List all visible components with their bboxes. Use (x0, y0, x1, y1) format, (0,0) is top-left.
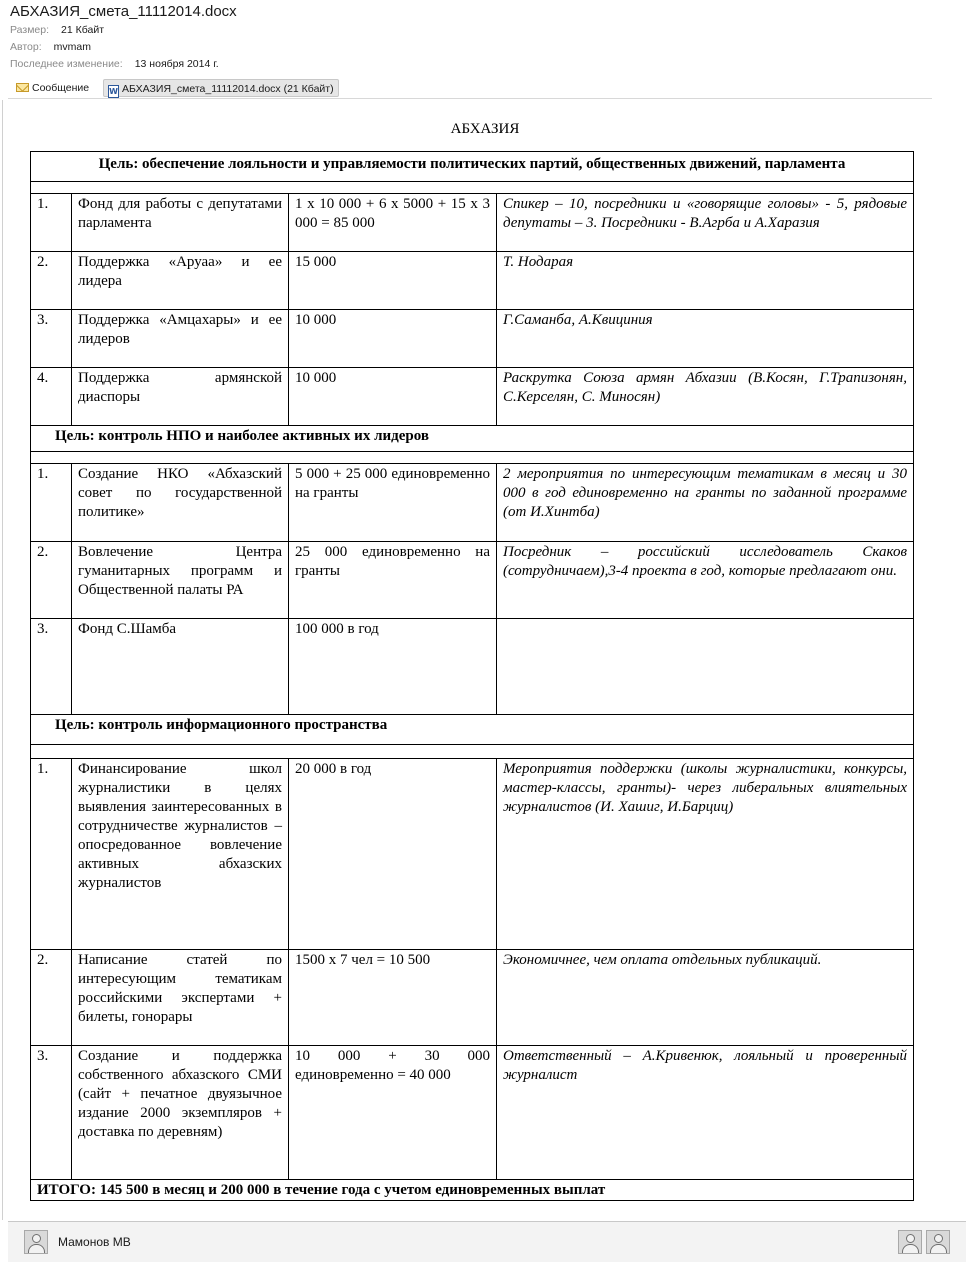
row-cost: 5 000 + 25 000 единовременно на гранты (289, 464, 497, 542)
table-row (31, 950, 914, 1046)
row-number: 1. (31, 759, 72, 950)
row-cost: 1500 х 7 чел = 10 500 (289, 950, 497, 1046)
attachment-bar (8, 77, 932, 99)
row-name: Финансирование школ журналистики в целях выявления заинтересованных в сотрудничестве журналистов – опосредованное вовлечение активных абхазских журналистов (72, 759, 289, 950)
budget-table (30, 151, 914, 1201)
meta-author (10, 39, 930, 56)
goal-text: Цель: контроль НПО и наиболее активных их лидеров (31, 426, 914, 452)
row-note (497, 619, 914, 715)
contact-avatar-2[interactable] (926, 1230, 950, 1254)
row-number: 4. (31, 368, 72, 426)
attachment-file-label: АБХАЗИЯ_смета_11112014.docx (21 Кбайт) (122, 83, 334, 95)
row-name: Создание НКО «Абхазский совет по государственной политике» (72, 464, 289, 542)
preview-left-border (2, 100, 3, 1220)
people-bar (8, 1221, 966, 1262)
row-cost: 100 000 в год (289, 619, 497, 715)
table-row (31, 252, 914, 310)
author-value: mvmam (53, 41, 91, 53)
envelope-icon (16, 83, 29, 92)
row-number: 3. (31, 619, 72, 715)
message-tab[interactable] (12, 79, 93, 97)
row-cost: 10 000 + 30 000 единовременно = 40 000 (289, 1046, 497, 1180)
author-name[interactable]: Мамонов МВ (58, 1235, 131, 1249)
row-name: Поддержка «Аруаа» и ее лидера (72, 252, 289, 310)
row-name: Фонд С.Шамба (72, 619, 289, 715)
table-row (31, 368, 914, 426)
author-avatar[interactable] (24, 1230, 48, 1254)
message-tab-label: Сообщение (32, 82, 90, 94)
row-cost: 1 х 10 000 + 6 х 5000 + 15 х 3 000 = 85 000 (289, 194, 497, 252)
spacer-row (31, 182, 914, 194)
modified-value: 13 ноября 2014 г. (134, 58, 219, 70)
attachment-file[interactable] (103, 79, 339, 97)
table-row (31, 759, 914, 950)
row-note: 2 мероприятия по интересующим тематикам в месяц и 30 000 в год единовременно на гранты по заданной программе (от И.Хинтба) (497, 464, 914, 542)
goal-row (31, 152, 914, 182)
row-number: 1. (31, 464, 72, 542)
row-number: 3. (31, 1046, 72, 1180)
table-row (31, 310, 914, 368)
row-cost: 20 000 в год (289, 759, 497, 950)
goal-text: Цель: обеспечение лояльности и управляемости политических партий, общественных движений, парламента (31, 152, 914, 182)
row-name: Поддержка армянской диаспоры (72, 368, 289, 426)
file-title: АБХАЗИЯ_смета_11112014.docx (10, 3, 237, 20)
contact-avatar-1[interactable] (898, 1230, 922, 1254)
spacer-row (31, 452, 914, 464)
meta-modified (10, 56, 930, 73)
row-number: 3. (31, 310, 72, 368)
size-label: Размер: (10, 24, 50, 36)
row-name: Поддержка «Амцахары» и ее лидеров (72, 310, 289, 368)
modified-label: Последнее изменение: (10, 58, 123, 70)
row-note: Раскрутка Союза армян Абхазии (В.Косян, Г.Трапизонян, С.Керселян, С. Миносян) (497, 368, 914, 426)
row-name: Создание и поддержка собственного абхазского СМИ (сайт + печатное двуязычное издание 2000 экземпляров + доставка по деревням) (72, 1046, 289, 1180)
file-header (10, 2, 930, 73)
table-row (31, 1046, 914, 1180)
goal-row (31, 715, 914, 745)
spacer-row (31, 745, 914, 759)
row-cost: 10 000 (289, 310, 497, 368)
row-name: Фонд для работы с депутатами парламента (72, 194, 289, 252)
row-cost: 25 000 единовременно на гранты (289, 542, 497, 619)
meta-size (10, 22, 930, 39)
document-title: АБХАЗИЯ (450, 121, 520, 137)
row-cost: 10 000 (289, 368, 497, 426)
table-row (31, 542, 914, 619)
table-row (31, 194, 914, 252)
row-number: 1. (31, 194, 72, 252)
row-note: Мероприятия поддержки (школы журналистики, конкурсы, мастер-классы, гранты)- через либеральных влиятельных журналистов (И. Хашиг, И.Барциц) (497, 759, 914, 950)
row-note: Спикер – 10, посредники и «говорящие головы» - 5, рядовые депутаты – 3. Посредники - В.Агрба и А.Харазия (497, 194, 914, 252)
row-name: Написание статей по интересующим тематикам российскими экспертами + билеты, гонорары (72, 950, 289, 1046)
row-number: 2. (31, 542, 72, 619)
row-cost: 15 000 (289, 252, 497, 310)
table-row (31, 619, 914, 715)
row-note: Т. Нодарая (497, 252, 914, 310)
row-note: Посредник – российский исследователь Скаков (сотрудничаем),3-4 проекта в год, которые предлагают они. (497, 542, 914, 619)
total-row (31, 1180, 914, 1201)
word-document-icon: W (109, 87, 118, 96)
goal-row (31, 426, 914, 452)
row-note: Ответственный – А.Кривенюк, лояльный и проверенный журналист (497, 1046, 914, 1180)
row-note: Экономичнее, чем оплата отдельных публикаций. (497, 950, 914, 1046)
table-row (31, 464, 914, 542)
row-note: Г.Саманба, А.Квициния (497, 310, 914, 368)
row-name: Вовлечение Центра гуманитарных программ и Общественной палаты РА (72, 542, 289, 619)
goal-text: Цель: контроль информационного пространства (31, 715, 914, 745)
author-label: Автор: (10, 41, 42, 53)
row-number: 2. (31, 950, 72, 1046)
total-text: ИТОГО: 145 500 в месяц и 200 000 в течение года с учетом единовременных выплат (31, 1180, 914, 1201)
size-value: 21 Кбайт (61, 24, 105, 36)
row-number: 2. (31, 252, 72, 310)
